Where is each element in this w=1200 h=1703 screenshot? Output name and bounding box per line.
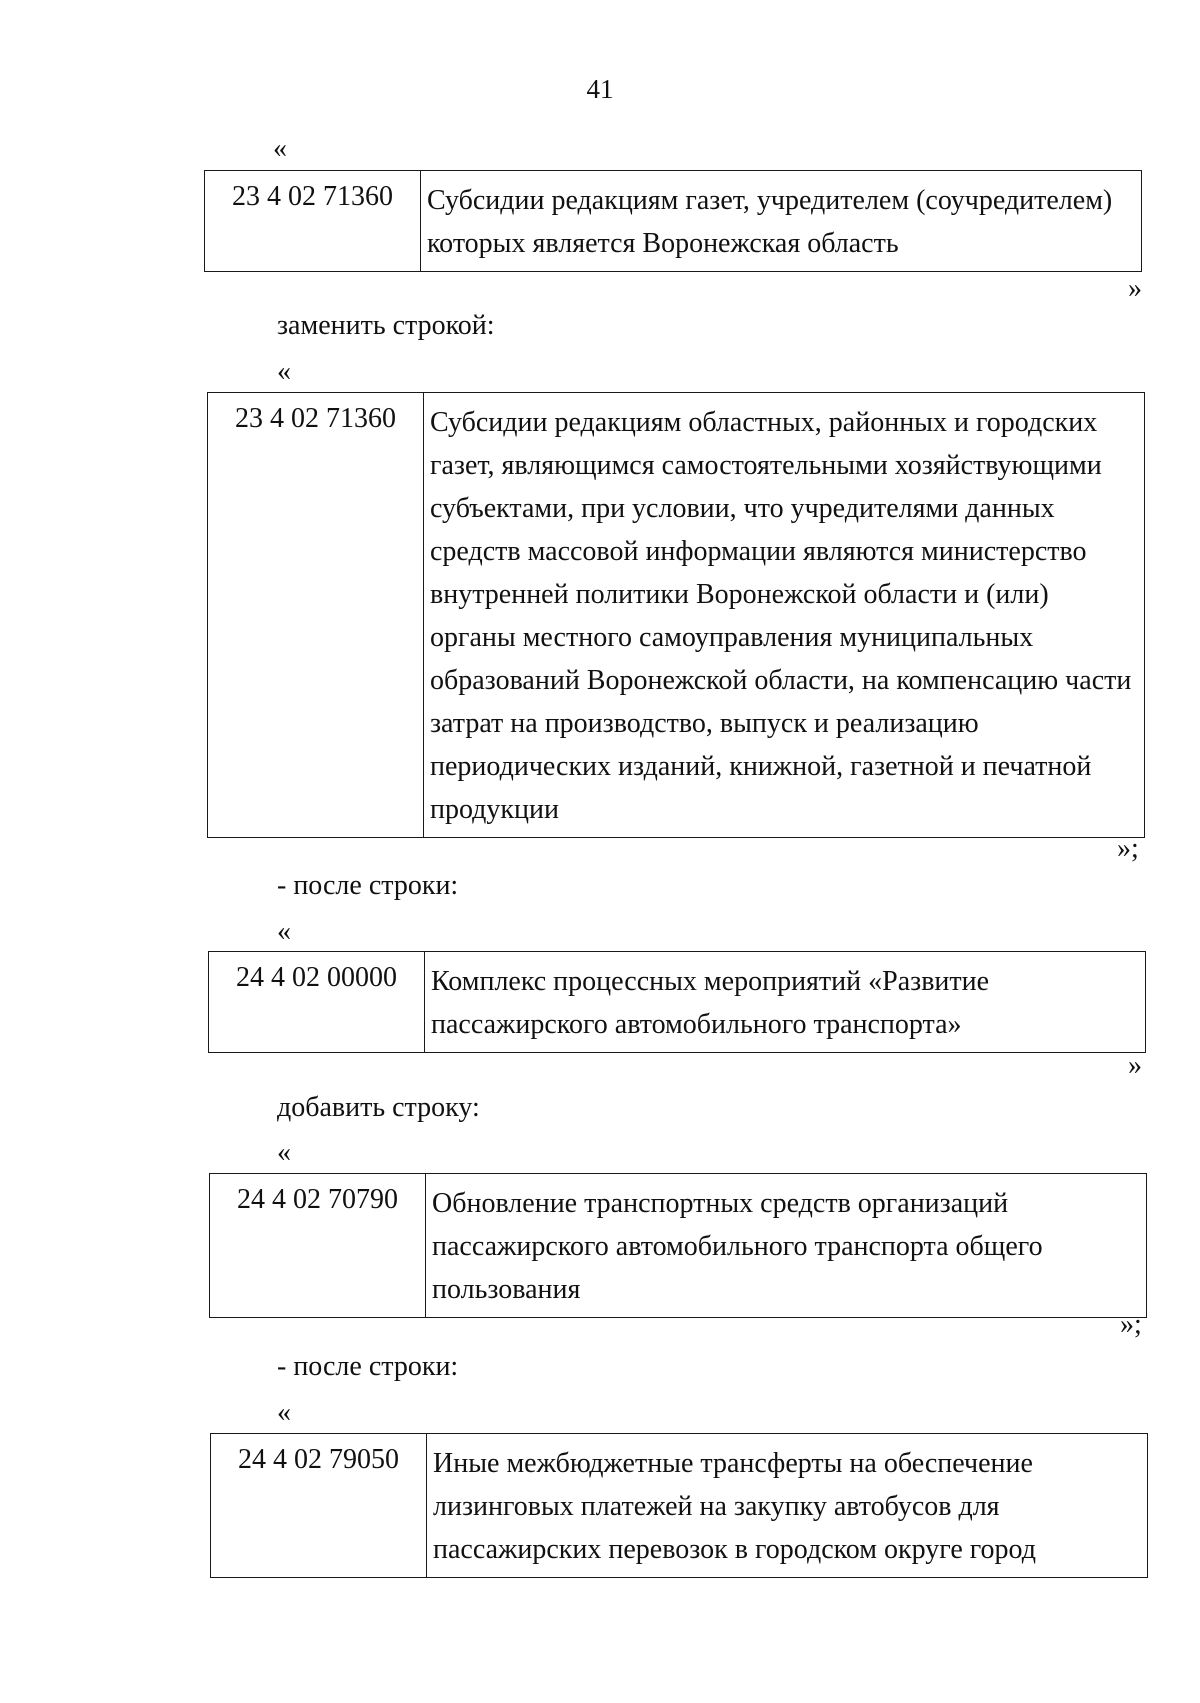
classification-code: 24 4 02 79050 — [211, 1434, 427, 1578]
budget-row-table — [210, 1433, 1148, 1578]
row-description: Обновление транспортных средств организаций пассажирского автомобильного транспорта общего пользования — [426, 1174, 1147, 1318]
budget-row-table — [207, 392, 1145, 838]
classification-code: 23 4 02 71360 — [205, 171, 421, 272]
table-row — [209, 952, 1146, 1053]
closing-quote: » — [1128, 1050, 1142, 1081]
closing-quote: »; — [1120, 1309, 1142, 1340]
table-row — [210, 1174, 1147, 1318]
row-description: Субсидии редакциям газет, учредителем (соучредителем) которых является Воронежская область — [421, 171, 1142, 272]
budget-row-table — [204, 170, 1142, 272]
budget-row-table — [209, 1173, 1147, 1318]
opening-quote: « — [277, 1397, 291, 1428]
page-number: 41 — [586, 74, 614, 104]
classification-code: 24 4 02 70790 — [210, 1174, 426, 1318]
classification-code: 23 4 02 71360 — [208, 393, 424, 838]
budget-row-table — [208, 951, 1146, 1053]
instruction-text: заменить строкой: — [277, 310, 495, 341]
opening-quote: « — [277, 356, 291, 387]
table-row — [205, 171, 1142, 272]
row-description: Субсидии редакциям областных, районных и городских газет, являющимся самостоятельными хозяйствующими субъектами, при условии, что учредителями данных средств массовой информации являются министерство внутренней политики Воронежской области и (или) органы местного самоуправления муниципальных образований Воронежской области, на компенсацию части затрат на производство, выпуск и реализацию периодических изданий, книжной, газетной и печатной продукции — [424, 393, 1145, 838]
table-row — [211, 1434, 1148, 1578]
instruction-text: добавить строку: — [277, 1092, 480, 1123]
instruction-text: - после строки: — [277, 1351, 459, 1382]
classification-code: 24 4 02 00000 — [209, 952, 425, 1053]
table-row — [208, 393, 1145, 838]
opening-quote: « — [277, 916, 291, 947]
instruction-text: - после строки: — [277, 870, 459, 901]
opening-quote: « — [277, 1137, 291, 1168]
row-description: Иные межбюджетные трансферты на обеспечение лизинговых платежей на закупку автобусов для пассажирских перевозок в городском округе город — [427, 1434, 1148, 1578]
opening-quote: « — [273, 133, 287, 164]
closing-quote: » — [1128, 273, 1142, 304]
row-description: Комплекс процессных мероприятий «Развитие пассажирского автомобильного транспорта» — [425, 952, 1146, 1053]
closing-quote: »; — [1117, 833, 1139, 864]
